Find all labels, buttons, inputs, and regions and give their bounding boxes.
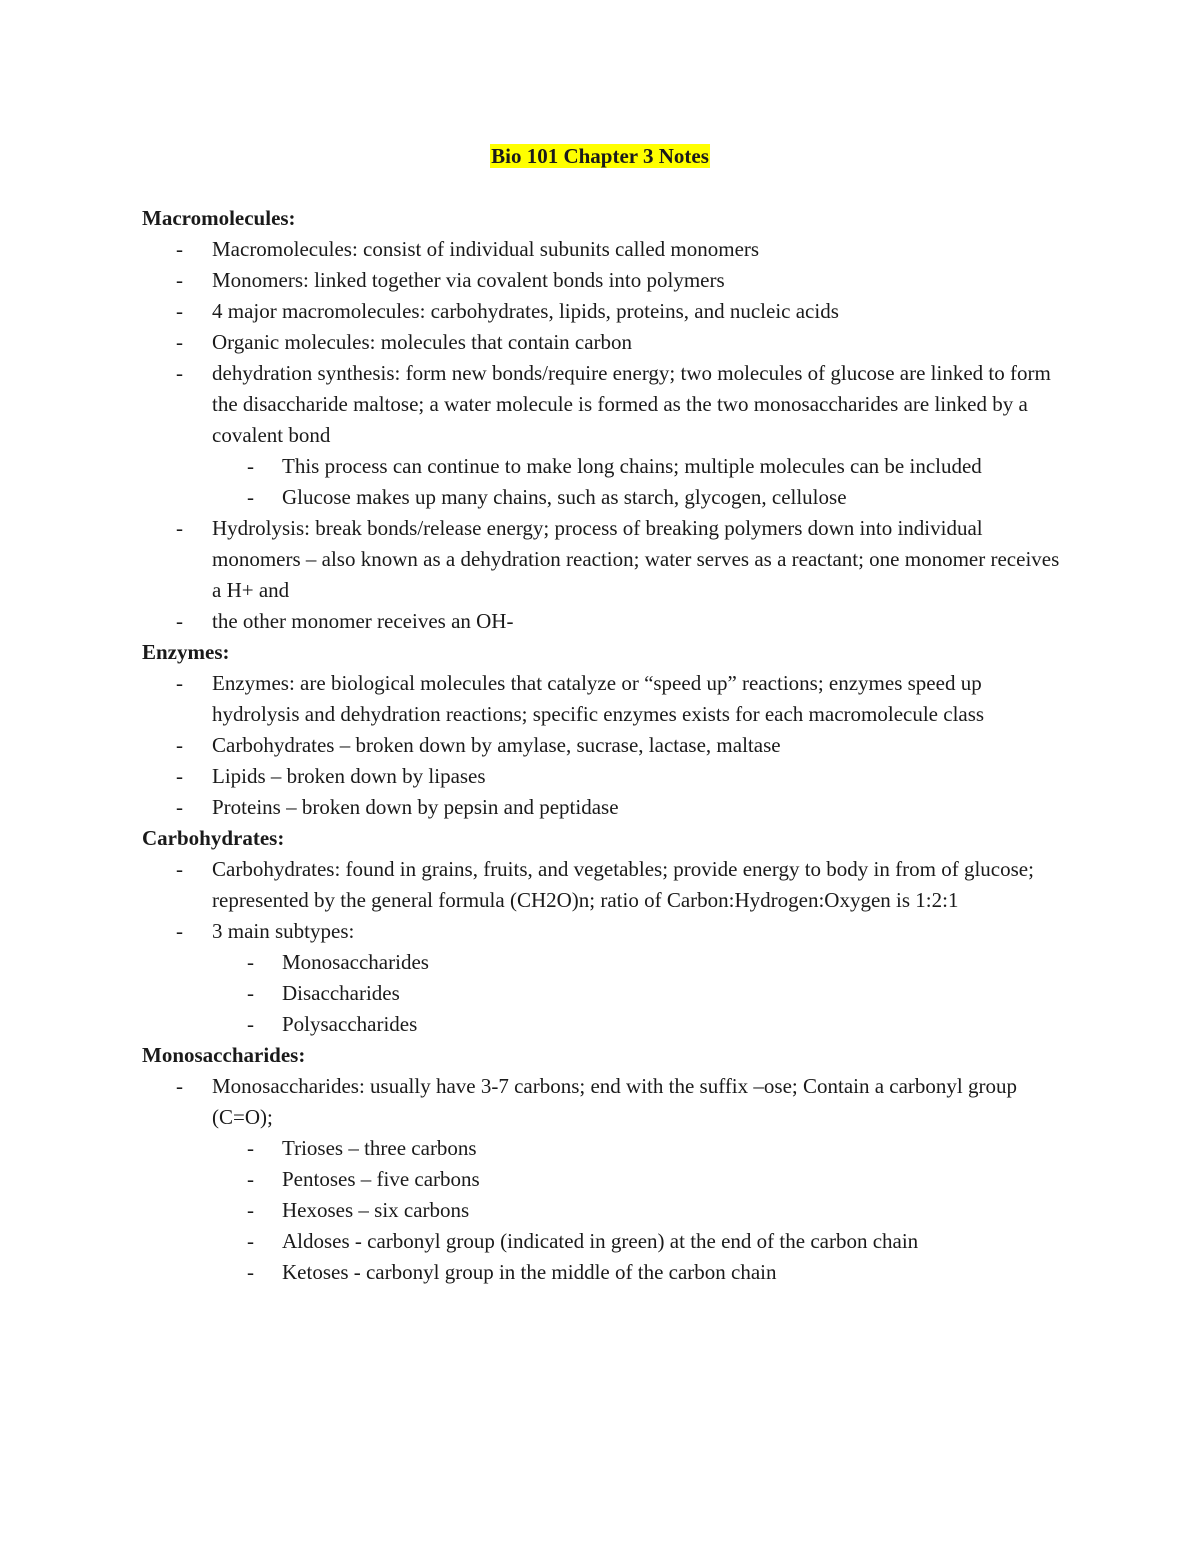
sub-bullet-item [212, 1009, 1072, 1040]
title-container [0, 141, 1200, 172]
sub-bullet-item [212, 1164, 1072, 1195]
bullet-item [142, 1071, 1072, 1288]
sub-bullet-list [212, 947, 1072, 1040]
bullet-item [142, 358, 1072, 513]
dash-bullet-icon: - [176, 764, 183, 788]
sub-bullet-text: Monosaccharides [282, 950, 429, 974]
bullet-text: Enzymes: are biological molecules that catalyze or “speed up” reactions; enzymes speed up hydrolysis and dehydration reactions; specific enzymes exists for each macromolecule class [212, 671, 985, 726]
bullet-list [142, 234, 1072, 637]
bullet-text: the other monomer receives an OH- [212, 609, 514, 633]
dash-bullet-icon: - [176, 516, 183, 540]
sub-bullet-list [212, 451, 1072, 513]
dash-bullet-icon: - [247, 1229, 254, 1253]
dash-bullet-icon: - [247, 485, 254, 509]
dash-bullet-icon: - [247, 1012, 254, 1036]
dash-bullet-icon: - [176, 268, 183, 292]
sub-bullet-item [212, 482, 1072, 513]
bullet-list [142, 668, 1072, 823]
section-heading: Macromolecules: [142, 206, 296, 230]
bullet-item [142, 606, 1072, 637]
sub-bullet-text: Ketoses - carbonyl group in the middle of the carbon chain [282, 1260, 777, 1284]
dash-bullet-icon: - [176, 330, 183, 354]
sub-bullet-item [212, 978, 1072, 1009]
section-heading: Enzymes: [142, 640, 230, 664]
sub-bullet-text: Glucose makes up many chains, such as starch, glycogen, cellulose [282, 485, 847, 509]
sub-bullet-text: Pentoses – five carbons [282, 1167, 480, 1191]
section-heading: Monosaccharides: [142, 1043, 306, 1067]
bullet-item [142, 296, 1072, 327]
bullet-text: Carbohydrates – broken down by amylase, sucrase, lactase, maltase [212, 733, 781, 757]
bullet-item [142, 761, 1072, 792]
sub-bullet-item [212, 1133, 1072, 1164]
sub-bullet-text: Hexoses – six carbons [282, 1198, 470, 1222]
dash-bullet-icon: - [176, 1074, 183, 1098]
bullet-item [142, 513, 1072, 606]
bullet-item [142, 792, 1072, 823]
bullet-text: Monomers: linked together via covalent bonds into polymers [212, 268, 725, 292]
dash-bullet-icon: - [176, 795, 183, 819]
bullet-text: Lipids – broken down by lipases [212, 764, 486, 788]
bullet-item [142, 916, 1072, 1040]
page-title: Bio 101 Chapter 3 Notes [491, 144, 709, 168]
dash-bullet-icon: - [176, 361, 183, 385]
sub-bullet-item [212, 451, 1072, 482]
bullet-list [142, 854, 1072, 1040]
dash-bullet-icon: - [247, 950, 254, 974]
sub-bullet-text: Disaccharides [282, 981, 400, 1005]
sub-bullet-item [212, 1195, 1072, 1226]
dash-bullet-icon: - [247, 1167, 254, 1191]
bullet-item [142, 327, 1072, 358]
dash-bullet-icon: - [176, 919, 183, 943]
bullet-item [142, 265, 1072, 296]
bullet-text: Proteins – broken down by pepsin and peptidase [212, 795, 619, 819]
sub-bullet-text: Aldoses - carbonyl group (indicated in green) at the end of the carbon chain [282, 1229, 919, 1253]
dash-bullet-icon: - [247, 1198, 254, 1222]
bullet-text: 3 main subtypes: [212, 919, 355, 943]
bullet-text: Hydrolysis: break bonds/release energy; process of breaking polymers down into individual monomers – also known as a dehydration reaction; water serves as a reactant; one monomer receives a H+ and [212, 516, 1060, 602]
dash-bullet-icon: - [247, 1136, 254, 1160]
section-heading: Carbohydrates: [142, 826, 285, 850]
dash-bullet-icon: - [176, 857, 183, 881]
sub-bullet-text: Polysaccharides [282, 1012, 418, 1036]
bullet-text: Monosaccharides: usually have 3-7 carbons; end with the suffix –ose; Contain a carbonyl group (C=O); [212, 1074, 1018, 1129]
bullet-list [142, 1071, 1072, 1288]
bullet-text: Carbohydrates: found in grains, fruits, and vegetables; provide energy to body in from of glucose; represented by the general formula (CH2O)n; ratio of Carbon:Hydrogen:Oxygen is 1:2:1 [212, 857, 1034, 912]
bullet-item [142, 668, 1072, 730]
bullet-item [142, 730, 1072, 761]
bullet-item [142, 854, 1072, 916]
dash-bullet-icon: - [176, 671, 183, 695]
sub-bullet-list [212, 1133, 1072, 1288]
sub-bullet-text: This process can continue to make long chains; multiple molecules can be included [282, 454, 982, 478]
bullet-item [142, 234, 1072, 265]
sub-bullet-item [212, 1257, 1072, 1288]
bullet-text: Organic molecules: molecules that contain carbon [212, 330, 633, 354]
bullet-text: dehydration synthesis: form new bonds/require energy; two molecules of glucose are linked to form the disaccharide maltose; a water molecule is formed as the two monosaccharides are linked by a covalent bond [212, 361, 1051, 447]
dash-bullet-icon: - [247, 1260, 254, 1284]
dash-bullet-icon: - [247, 454, 254, 478]
bullet-text: 4 major macromolecules: carbohydrates, lipids, proteins, and nucleic acids [212, 299, 839, 323]
dash-bullet-icon: - [176, 237, 183, 261]
bullet-text: Macromolecules: consist of individual subunits called monomers [212, 237, 760, 261]
sub-bullet-item [212, 947, 1072, 978]
dash-bullet-icon: - [176, 733, 183, 757]
notes-body [142, 203, 1072, 1288]
dash-bullet-icon: - [247, 981, 254, 1005]
dash-bullet-icon: - [176, 299, 183, 323]
sub-bullet-item [212, 1226, 1072, 1257]
sub-bullet-text: Trioses – three carbons [282, 1136, 477, 1160]
dash-bullet-icon: - [176, 609, 183, 633]
